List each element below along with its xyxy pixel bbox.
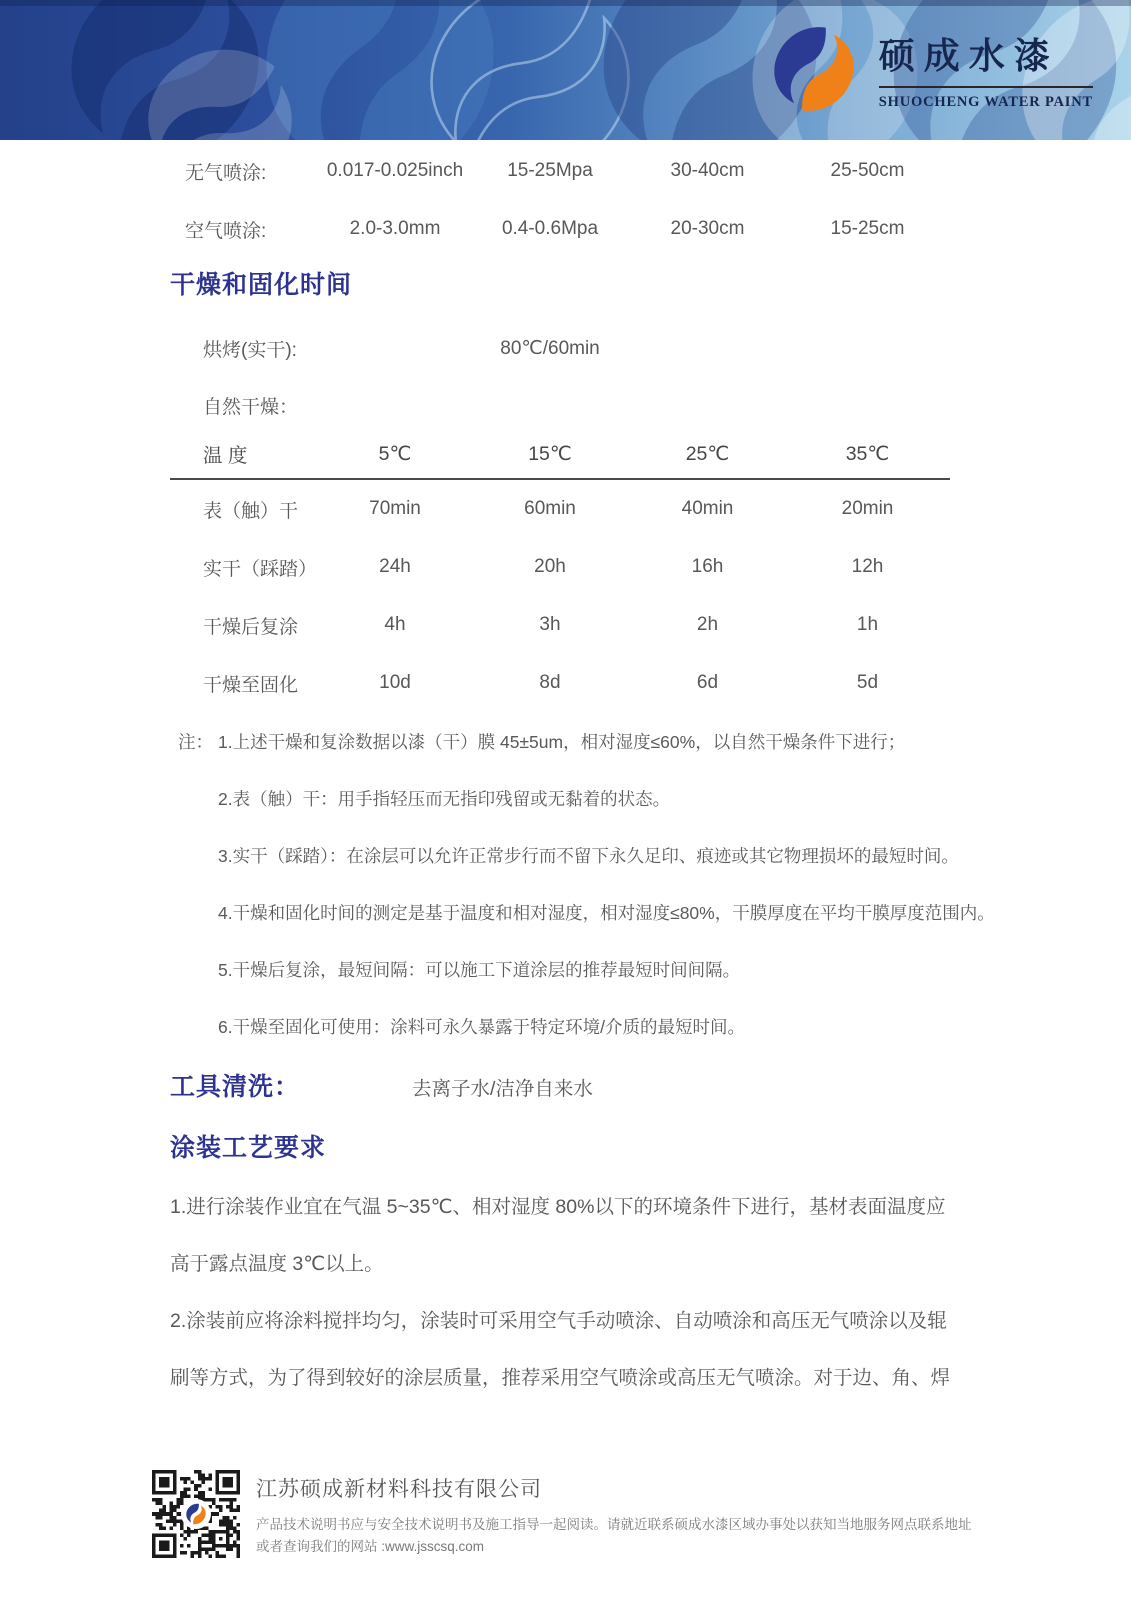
temp-table-row-value: 10d [379,672,411,693]
spray-row-value: 15-25cm [830,218,905,239]
temp-table-row-value: 8d [539,672,561,693]
temp-table-header-cell: 温 度 [203,445,248,467]
temp-table-row-value: 24h [379,556,411,577]
bake-dry-value: 80℃/60min [500,337,600,359]
temp-table-header-row [170,434,950,480]
process-paragraph-line: 高于露点温度 3℃以上。 [170,1253,384,1275]
note-item [170,1013,1131,1042]
footer-note-line2: 或者查询我们的网站 :www.jsscsq.com [256,1539,485,1554]
note-text: 3.实干（踩踏）：在涂层可以允许正常步行而不留下永久足印、痕迹或其它物理损坏的最短时间。 [218,846,959,866]
qr-center-logo-icon [181,1499,211,1529]
note-text: 5.干燥后复涂，最短间隔：可以施工下道涂层的推荐最短时间间隔。 [218,960,741,980]
spray-row-value: 20-30cm [670,218,745,239]
temp-table-row-value: 3h [539,614,561,635]
temp-table-row-value: 6d [696,672,719,693]
coating-process-section-title: 涂装工艺要求 [170,1134,327,1162]
company-name: 江苏硕成新材料科技有限公司 [256,1478,542,1501]
footer-note-line1: 产品技术说明书应与安全技术说明书及施工指导一起阅读。请就近联系硕成水漆区域办事处以获知当地服务网点联系地址 [256,1517,972,1532]
temp-table-row-label: 干燥后复涂 [203,616,299,638]
note-item [170,899,1131,928]
qr-code [152,1470,240,1558]
temp-table-row-value: 70min [369,498,421,519]
natural-dry-label: 自然干燥： [203,396,299,418]
temp-table-header-cell: 15℃ [528,443,572,465]
temp-table-row [170,538,950,596]
note-item [170,785,1131,814]
note-item [170,956,1131,985]
temp-table-row-value: 1h [856,614,879,635]
spray-row-label: 空气喷涂: [185,220,267,242]
temperature-drying-table [170,434,950,712]
temp-table-row-label: 实干（踩踏） [203,558,318,580]
spray-row-value: 0.017-0.025inch [326,160,464,181]
drying-curing-section-title: 干燥和固化时间 [170,271,353,299]
temp-table-row-label: 干燥至固化 [203,674,299,696]
note-text: 4.干燥和固化时间的测定是基于温度和相对湿度，相对湿度≤80%，干膜厚度在平均干膜厚度范围内。 [218,903,995,923]
temp-table-header-cell: 5℃ [378,443,412,465]
tool-cleaning-value: 去离子水/洁净自来水 [412,1078,593,1100]
temp-table-row [170,480,950,538]
notes-prefix-label: 注： [178,732,213,752]
brand-name-chinese: 硕成水漆 [879,28,1093,88]
temp-table-row-label: 表（触）干 [203,500,299,522]
spray-row-value: 25-50cm [830,160,905,181]
temp-table-row-value: 16h [691,556,724,577]
temp-table-row-value: 60min [524,498,576,519]
temp-table-row [170,654,950,712]
header-banner [0,0,1131,140]
brand-block [769,24,1093,114]
temp-table-header-cell: 35℃ [845,443,890,465]
spray-row-label: 无气喷涂: [185,162,267,184]
notes-list [170,728,1131,1042]
footer [152,1470,972,1558]
note-text: 1.上述干燥和复涂数据以漆（干）膜 45±5um，相对湿度≤60%，以自然干燥条件下进行； [218,732,906,752]
spray-row-value: 15-25Mpa [507,160,593,181]
spray-table-row [170,142,1131,200]
note-item [170,842,1131,871]
bake-dry-row [170,320,1131,376]
tool-cleaning-title: 工具清洗： [170,1073,301,1101]
process-paragraph-line: 刷等方式，为了得到较好的涂层质量，推荐采用空气喷涂或高压无气喷涂。对于边、角、焊 [170,1367,951,1389]
temp-table-row-value: 4h [384,614,406,635]
note-text: 2.表（触）干：用手指轻压而无指印残留或无黏着的状态。 [218,789,671,809]
tool-cleaning-row [170,1070,1131,1104]
shuocheng-logo-icon [769,24,859,114]
natural-dry-row [170,376,1131,434]
spray-row-value: 0.4-0.6Mpa [501,218,599,239]
spray-table-row [170,200,1131,258]
spray-row-value: 30-40cm [670,160,745,181]
temp-table-row-value: 40min [681,498,734,519]
brand-text [879,28,1093,111]
temp-table-row-value: 12h [851,556,884,577]
coating-process-paragraphs [170,1179,1131,1407]
temp-table-row-value: 2h [696,614,719,635]
spray-parameters-table [170,142,1131,258]
process-paragraph-line: 2.涂装前应将涂料搅拌均匀，涂装时可采用空气手动喷涂、自动喷涂和高压无气喷涂以及辊 [170,1310,947,1332]
temp-table-row [170,596,950,654]
process-paragraph-line: 1.进行涂装作业宜在气温 5~35℃、相对湿度 80%以下的环境条件下进行，基材表面温度应 [170,1196,946,1218]
document-body [0,142,1131,1407]
brand-name-english: SHUOCHENG WATER PAINT [878,93,1093,110]
bake-dry-label: 烘烤(实干): [203,339,297,361]
temp-table-row-value: 5d [856,672,879,693]
note-text: 6.干燥至固化可使用：涂料可永久暴露于特定环境/介质的最短时间。 [218,1017,745,1037]
footer-text [256,1470,972,1558]
temp-table-row-value: 20min [841,498,894,519]
temp-table-header-cell: 25℃ [685,443,730,465]
header-top-strip [0,0,1131,6]
spray-row-value: 2.0-3.0mm [349,218,441,239]
note-item [170,728,1131,757]
temp-table-row-value: 20h [534,556,566,577]
